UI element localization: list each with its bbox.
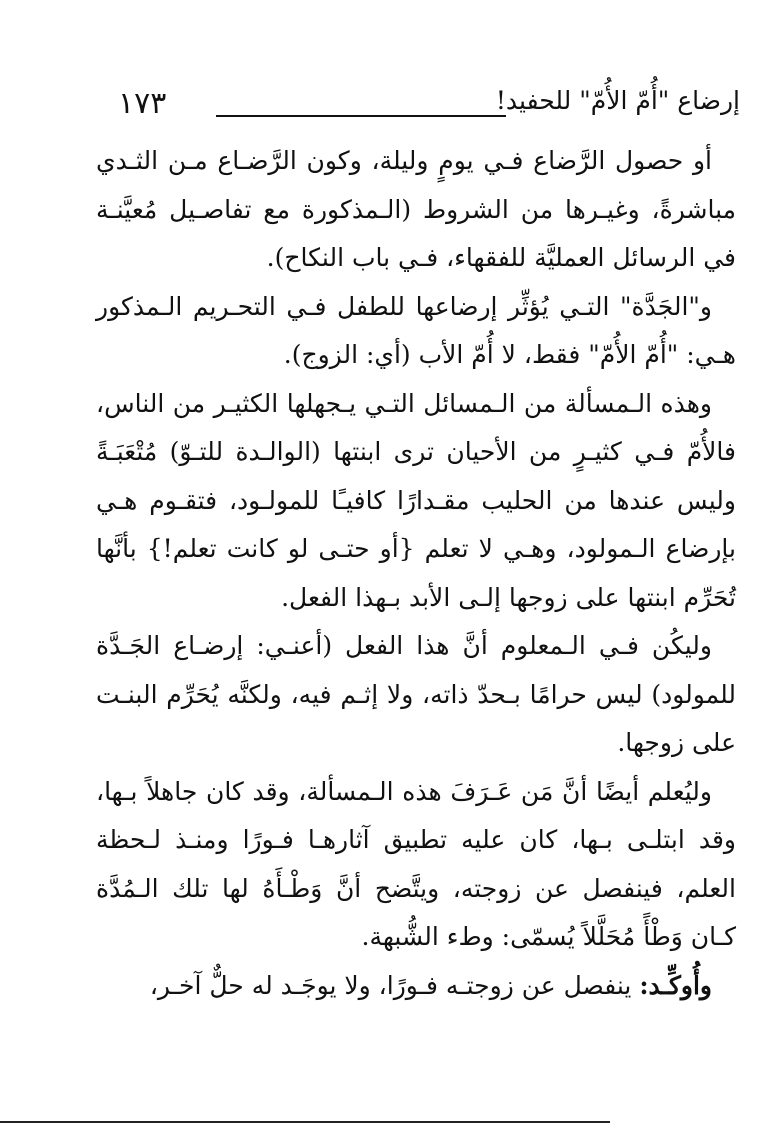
paragraph-6-text: ينفصل عن زوجتـه فـورًا، ولا يوجَـد له حلٌّ آخـر،	[149, 970, 640, 1000]
paragraph-4: وليكُن فـي الـمعلوم أنَّ هذا الفعل (أعنـي: إرضـاع الجَـدَّة للمولود) ليس حرامًا بـحدّ ذاته، ولا إثـم فيه، ولكنَّه يُحَرِّم البنـت على زوجها.	[96, 631, 736, 757]
page-number: ١٧٣	[118, 86, 167, 121]
paragraph-1: أو حصول الرَّضاع فـي يومٍ وليلة، وكون الرَّضـاع مـن الثـدي مباشرةً، وغيـرها من الشروط (الـمذكورة مع تفاصـيل مُعيَّنـة في الرسائل العمليَّة للفقهاء، فـي باب النكاح).	[96, 146, 736, 272]
running-title: إرضاع "أُمّ الأُمّ" للحفيد!	[495, 86, 740, 115]
body-text	[96, 137, 736, 1010]
paragraph-5: وليُعلم أيضًا أنَّ مَن عَـرَفَ هذه الـمسألة، وقد كان جاهلاً بـها، وقد ابتلـى بـها، كان عليه تطبيق آثارهـا فـورًا ومنـذ لـحظة العلم، فينفصل عن زوجته، ويتَّضح أنَّ وَطْـأَهُ لها تلك الـمُدَّة كـان وَطْأً مُحَلَّلاً يُسمّى: وطء الشُّبهة.	[96, 776, 736, 951]
page-header	[118, 82, 740, 128]
emphasis-lead: وأُوكِّـد:	[639, 970, 712, 1000]
header-rule	[216, 115, 506, 117]
paragraph-3: وهذه الـمسألة من الـمسائل التـي يـجهلها الكثيـر من الناس، فالأُمّ فـي كثيـرٍ من الأحيان ترى ابنتها (الوالـدة للتـوّ) مُتْعَبَـةً وليس عندها من الحليب مقـدارًا كافيـًا للمولـود، فتقـوم هـي بإرضاع الـمولود، وهـي لا تعلم {أو حتـى لو كانت تعلم!} بأنَّها تُحَرِّم ابنتها على زوجها إلـى الأبد بـهذا الفعل.	[96, 388, 736, 612]
footer-rule	[0, 1121, 610, 1123]
paragraph-6	[96, 962, 736, 1011]
paragraph-2: و"الجَدَّة" التـي يُؤثِّر إرضاعها للطفل فـي التحـريم الـمذكور هـي: "أُمّ الأُمّ" فقط، لا أُمّ الأب (أي: الزوج).	[96, 291, 736, 369]
